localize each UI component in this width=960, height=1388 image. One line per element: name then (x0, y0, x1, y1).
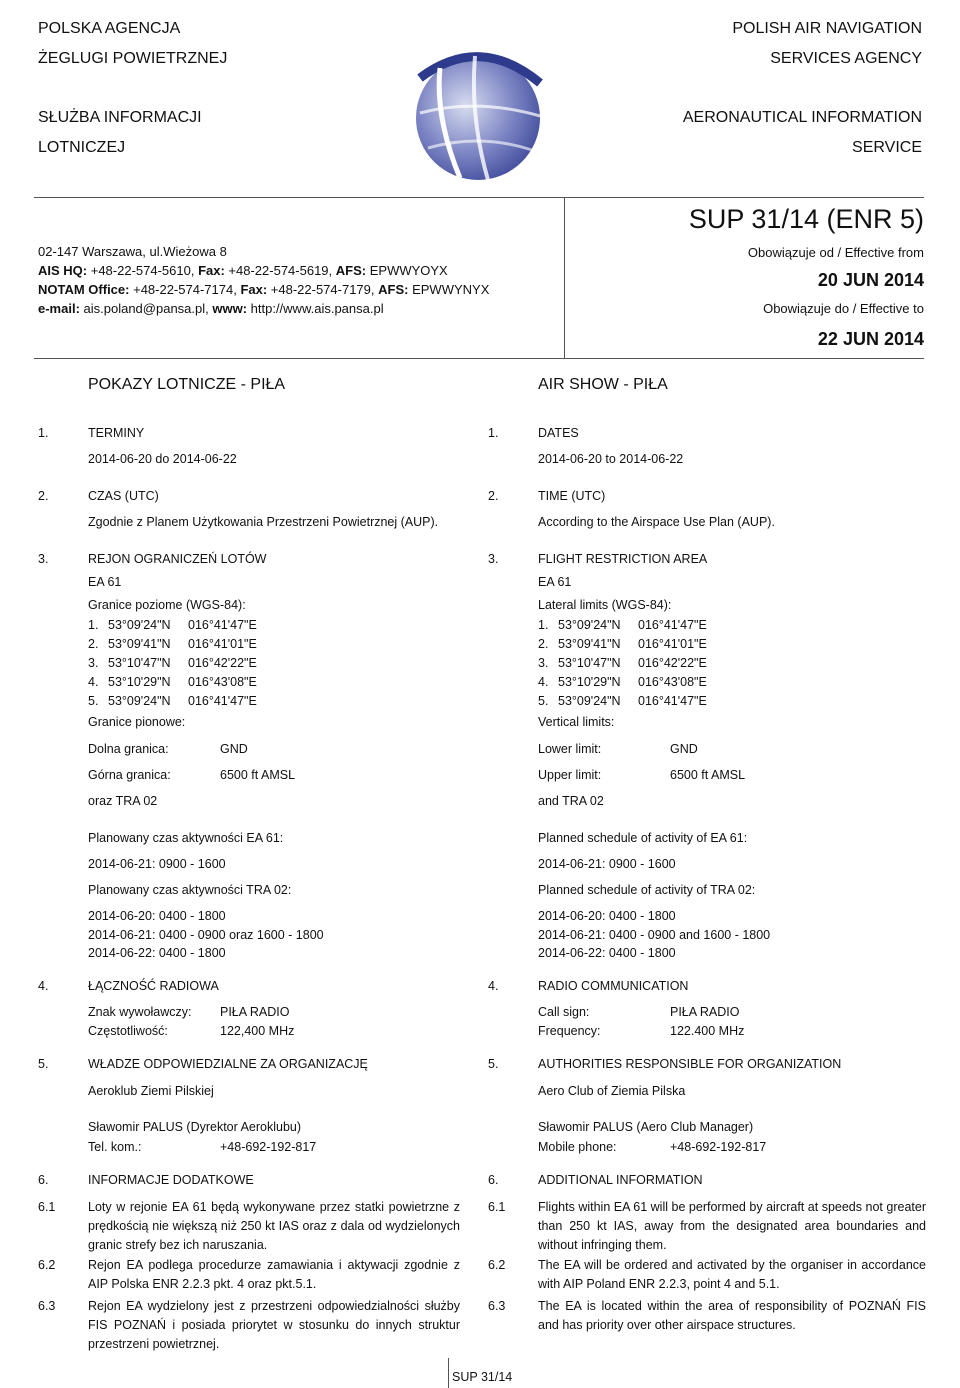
schedule-ea-row: 2014-06-21: 0900 - 1600 (538, 857, 676, 871)
address: 02-147 Warszawa, ul.Wieżowa 8 (38, 244, 227, 259)
subsection-number: 6.3 (488, 1299, 506, 1313)
coordinate-row: 1. 53°09'24"N 016°41'47"E (88, 618, 257, 632)
area-name: EA 61 (538, 575, 572, 589)
schedule-ea-row: 2014-06-21: 0900 - 1600 (88, 857, 226, 871)
section-text: Zgodnie z Planem Użytkowania Przestrzeni Powietrznej (AUP). (88, 515, 439, 529)
contact-person: Sławomir PALUS (Dyrektor Aeroklubu) (88, 1120, 302, 1134)
lateral-limits-label: Lateral limits (WGS-84): (538, 598, 672, 612)
contact-block (38, 242, 489, 318)
coordinate-row: 2. 53°09'41"N 016°41'01"E (538, 637, 707, 651)
section-number: 6. (488, 1173, 499, 1187)
subsection-text: The EA will be ordered and activated by the organiser in accordance with AIP Poland ENR 2.2.3, point 4 and 5.1. (538, 1258, 926, 1291)
section-heading: INFORMACJE DODATKOWE (88, 1173, 254, 1187)
title-en: AIR SHOW - PIŁA (538, 376, 668, 393)
section-heading: RADIO COMMUNICATION (538, 979, 689, 993)
lower-limit-value: GND (220, 742, 248, 756)
lower-limit-label: Lower limit: (538, 742, 602, 756)
coordinate-row: 4. 53°10'29"N 016°43'08"E (88, 675, 257, 689)
phone-label: Tel. kom.: (88, 1140, 142, 1154)
agency-name-en-line1: POLISH AIR NAVIGATION (732, 20, 922, 37)
schedule-ea-label: Planned schedule of activity of EA 61: (538, 831, 748, 845)
schedule-tra-label: Planned schedule of activity of TRA 02: (538, 883, 756, 897)
page-footer: SUP 31/14 (452, 1370, 513, 1384)
phone-value: +48-692-192-817 (670, 1140, 767, 1154)
vertical-limits-label: Granice pionowe: (88, 715, 186, 729)
globe-logo-icon (400, 38, 550, 188)
lower-limit-value: GND (670, 742, 698, 756)
section-heading: TIME (UTC) (538, 489, 606, 503)
agency-name-en-line2: SERVICES AGENCY (770, 50, 922, 67)
agency-name-pl-line2: ŻEGLUGI POWIETRZNEJ (38, 50, 228, 67)
subsection-number: 6.3 (38, 1299, 56, 1313)
area-name: EA 61 (88, 575, 122, 589)
organizer-name: Aeroklub Ziemi Pilskiej (88, 1084, 214, 1098)
notam-line: NOTAM Office: +48-22-574-7174, Fax: +48-22-574-7179, AFS: EPWWYNYX (38, 282, 490, 297)
effective-from-label: Obowiązuje od / Effective from (747, 245, 924, 260)
coordinate-row: 3. 53°10'47"N 016°42'22"E (538, 656, 707, 670)
schedule-tra-row: 2014-06-20: 0400 - 1800 (88, 909, 226, 923)
subsection-number: 6.2 (38, 1258, 56, 1272)
coordinate-row: 4. 53°10'29"N 016°43'08"E (538, 675, 707, 689)
coordinate-row: 3. 53°10'47"N 016°42'22"E (88, 656, 257, 670)
coordinate-row: 2. 53°09'41"N 016°41'01"E (88, 637, 257, 651)
section-heading: FLIGHT RESTRICTION AREA (538, 552, 708, 566)
section-number: 1. (38, 426, 49, 440)
subsection-text: Loty w rejonie EA 61 będą wykonywane przez statki powietrzne z prędkością nie większą niż 250 kt IAS oraz z dala od wydzielonych granic strefy bez ich naruszania. (88, 1200, 460, 1252)
frequency-label: Częstotliwość: (88, 1024, 168, 1038)
subsection-number: 6.1 (38, 1200, 56, 1214)
service-name-en-line2: SERVICE (852, 139, 922, 156)
subsection-text: Flights within EA 61 will be performed by aircraft at speeds not greater than 250 kt IAS, away from the designated area boundaries and without infringing them. (538, 1200, 926, 1252)
header-left (38, 14, 227, 163)
section-number: 4. (488, 979, 499, 993)
upper-limit-value: 6500 ft AMSL (220, 768, 296, 782)
section-number: 2. (488, 489, 499, 503)
pansa-globe-logo (400, 38, 550, 188)
section-heading: DATES (538, 426, 579, 440)
frequency-value: 122.400 MHz (670, 1024, 745, 1038)
schedule-tra-row: 2014-06-21: 0400 - 0900 and 1600 - 1800 (538, 928, 771, 942)
coordinate-row: 1. 53°09'24"N 016°41'47"E (538, 618, 707, 632)
upper-limit-value: 6500 ft AMSL (670, 768, 746, 782)
vertical-limits-label: Vertical limits: (538, 715, 615, 729)
section-heading: REJON OGRANICZEŃ LOTÓW (88, 552, 267, 566)
phone-value: +48-692-192-817 (220, 1140, 317, 1154)
section-number: 3. (488, 552, 499, 566)
coordinate-list (538, 616, 707, 711)
schedule-tra-row: 2014-06-22: 0400 - 1800 (88, 946, 226, 960)
title-pl: POKAZY LOTNICZE - PIŁA (88, 376, 286, 393)
phone-label: Mobile phone: (538, 1140, 617, 1154)
section-heading: ADDITIONAL INFORMATION (538, 1173, 703, 1187)
service-name-pl-line2: LOTNICZEJ (38, 139, 126, 156)
upper-limit-label: Górna granica: (88, 768, 171, 782)
schedule-tra-row: 2014-06-22: 0400 - 1800 (538, 946, 676, 960)
effective-to-label: Obowiązuje do / Effective to (763, 301, 924, 316)
service-name-pl-line1: SŁUŻBA INFORMACJI (38, 109, 202, 126)
service-name-en-line1: AERONAUTICAL INFORMATION (682, 109, 922, 126)
section-heading: CZAS (UTC) (88, 489, 159, 503)
frequency-value: 122,400 MHz (220, 1024, 295, 1038)
schedule-tra-row: 2014-06-20: 0400 - 1800 (538, 909, 676, 923)
section-heading: AUTHORITIES RESPONSIBLE FOR ORGANIZATION (538, 1057, 842, 1071)
section-number: 5. (38, 1057, 49, 1071)
section-text: 2014-06-20 to 2014-06-22 (538, 452, 684, 466)
subsection-number: 6.2 (488, 1258, 506, 1272)
subsection-number: 6.1 (488, 1200, 506, 1214)
ais-line: AIS HQ: +48-22-574-5610, Fax: +48-22-574-5619, AFS: EPWWYOYX (38, 263, 448, 278)
upper-limit-label: Upper limit: (538, 768, 602, 782)
and-tra-label: oraz TRA 02 (88, 794, 158, 808)
call-sign-value: PIŁA RADIO (220, 1005, 290, 1019)
footer-divider (448, 1358, 449, 1388)
header-divider (34, 197, 924, 198)
schedule-tra-label: Planowany czas aktywności TRA 02: (88, 883, 292, 897)
section-number: 1. (488, 426, 499, 440)
schedule-ea-label: Planowany czas aktywności EA 61: (88, 831, 284, 845)
lateral-limits-label: Granice poziome (WGS-84): (88, 598, 246, 612)
frequency-label: Frequency: (538, 1024, 601, 1038)
section-number: 4. (38, 979, 49, 993)
schedule-tra-row: 2014-06-21: 0400 - 0900 oraz 1600 - 1800 (88, 928, 324, 942)
contact-person: Sławomir PALUS (Aero Club Manager) (538, 1120, 754, 1134)
header-right (602, 14, 922, 163)
lower-limit-label: Dolna granica: (88, 742, 169, 756)
coordinate-row: 5. 53°09'24"N 016°41'47"E (538, 694, 707, 708)
sup-bottom-divider (34, 358, 924, 359)
sup-title: SUP 31/14 (ENR 5) (688, 204, 924, 234)
and-tra-label: and TRA 02 (538, 794, 604, 808)
subsection-text: Rejon EA podlega procedurze zamawiania i aktywacji zgodnie z AIP Polska ENR 2.2.3 pkt. 4 oraz pkt.5.1. (88, 1258, 460, 1291)
subsection-text: The EA is located within the area of responsibility of POZNAŃ FIS and has priority over other airspace structures. (538, 1299, 926, 1332)
section-number: 6. (38, 1173, 49, 1187)
section-heading: WŁADZE ODPOWIEDZIALNE ZA ORGANIZACJĘ (88, 1057, 368, 1071)
section-number: 2. (38, 489, 49, 503)
agency-name-pl-line1: POLSKA AGENCJA (38, 20, 181, 37)
effective-to-date: 22 JUN 2014 (817, 329, 924, 349)
section-heading: TERMINY (88, 426, 145, 440)
sup-block (554, 202, 924, 353)
section-number: 3. (38, 552, 49, 566)
coordinate-list (88, 616, 257, 711)
section-text: 2014-06-20 do 2014-06-22 (88, 452, 237, 466)
email-www-line: e-mail: ais.poland@pansa.pl, www: http://www.ais.pansa.pl (38, 301, 384, 316)
section-number: 5. (488, 1057, 499, 1071)
subsection-text: Rejon EA wydzielony jest z przestrzeni odpowiedzialności służby FIS POZNAŃ i posiada priorytet w stosunku do innych struktur przestrzeni powietrznej. (88, 1299, 460, 1351)
call-sign-label: Call sign: (538, 1005, 590, 1019)
section-text: According to the Airspace Use Plan (AUP). (538, 515, 775, 529)
effective-from-date: 20 JUN 2014 (817, 270, 924, 290)
section-heading: ŁĄCZNOŚĆ RADIOWA (88, 979, 219, 993)
call-sign-value: PIŁA RADIO (670, 1005, 740, 1019)
call-sign-label: Znak wywoławczy: (88, 1005, 192, 1019)
coordinate-row: 5. 53°09'24"N 016°41'47"E (88, 694, 257, 708)
organizer-name: Aero Club of Ziemia Pilska (538, 1084, 686, 1098)
